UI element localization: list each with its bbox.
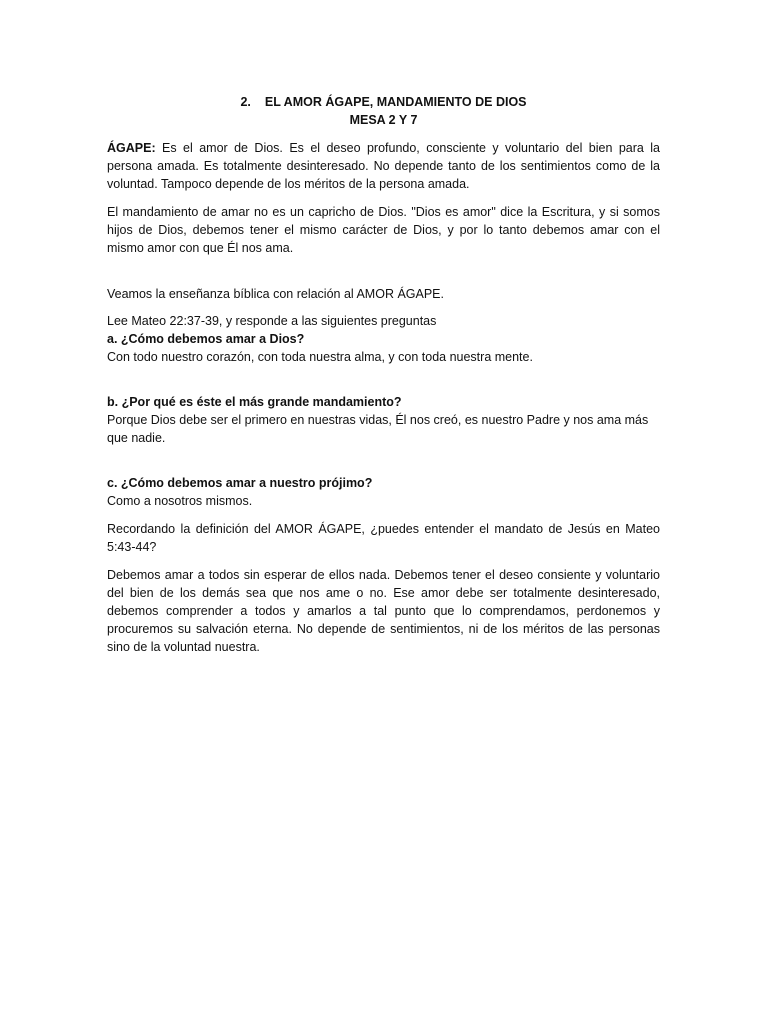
document-subtitle: MESA 2 Y 7 [349,113,418,127]
question-b: b. ¿Por qué es éste el más grande mandamiento? [107,395,402,409]
agape-definition [107,139,660,193]
mandamiento-paragraph: El mandamiento de amar no es un capricho de Dios. "Dios es amor" dice la Escritura, y si somos hijos de Dios, debemos tener el mismo carácter de Dios, y por lo tanto debemos amar con el mismo amor con que Él nos ama. [107,205,660,255]
question-a: a. ¿Cómo debemos amar a Dios? [107,332,305,346]
conclusion-paragraph: Debemos amar a todos sin esperar de ellos nada. Debemos tener el deseo consiente y voluntario del bien de los demás sea que nos ame o no. Ese amor debe ser totalmente desinteresado, debemos comprender a todos y amarlos a tal punto que lo comprendamos, perdonemos y procuremos su salvación eterna. No depende de sentimientos, ni de los méritos de las personas sino de la voluntad nuestra. [107,568,660,654]
intro-paragraph: Veamos la enseñanza bíblica con relación al AMOR ÁGAPE. [107,287,444,301]
answer-c: Como a nosotros mismos. [107,494,253,508]
section-title: EL AMOR ÁGAPE, MANDAMIENTO DE DIOS [264,95,527,109]
section-number: 2. [240,95,251,109]
answer-b: Porque Dios debe ser el primero en nuestras vidas, Él nos creó, es nuestro Padre y nos ama más que nadie. [107,413,649,445]
answer-a: Con todo nuestro corazón, con toda nuestra alma, y con toda nuestra mente. [107,350,533,364]
document-title [107,93,660,111]
agape-definition-text: Es el amor de Dios. Es el deseo profundo, consciente y voluntario del bien para la persona amada. Es totalmente desinteresado. No depende tanto de los sentimientos como de la voluntad. Tampoco depende de los méritos de la persona amada. [107,141,660,191]
instruction-line: Lee Mateo 22:37-39, y responde a las siguientes preguntas [107,314,437,328]
agape-term: ÁGAPE: [107,141,156,155]
recordando-paragraph: Recordando la definición del AMOR ÁGAPE, ¿puedes entender el mandato de Jesús en Mateo 5:43-44? [107,522,660,554]
question-c: c. ¿Cómo debemos amar a nuestro prójimo? [107,476,373,490]
